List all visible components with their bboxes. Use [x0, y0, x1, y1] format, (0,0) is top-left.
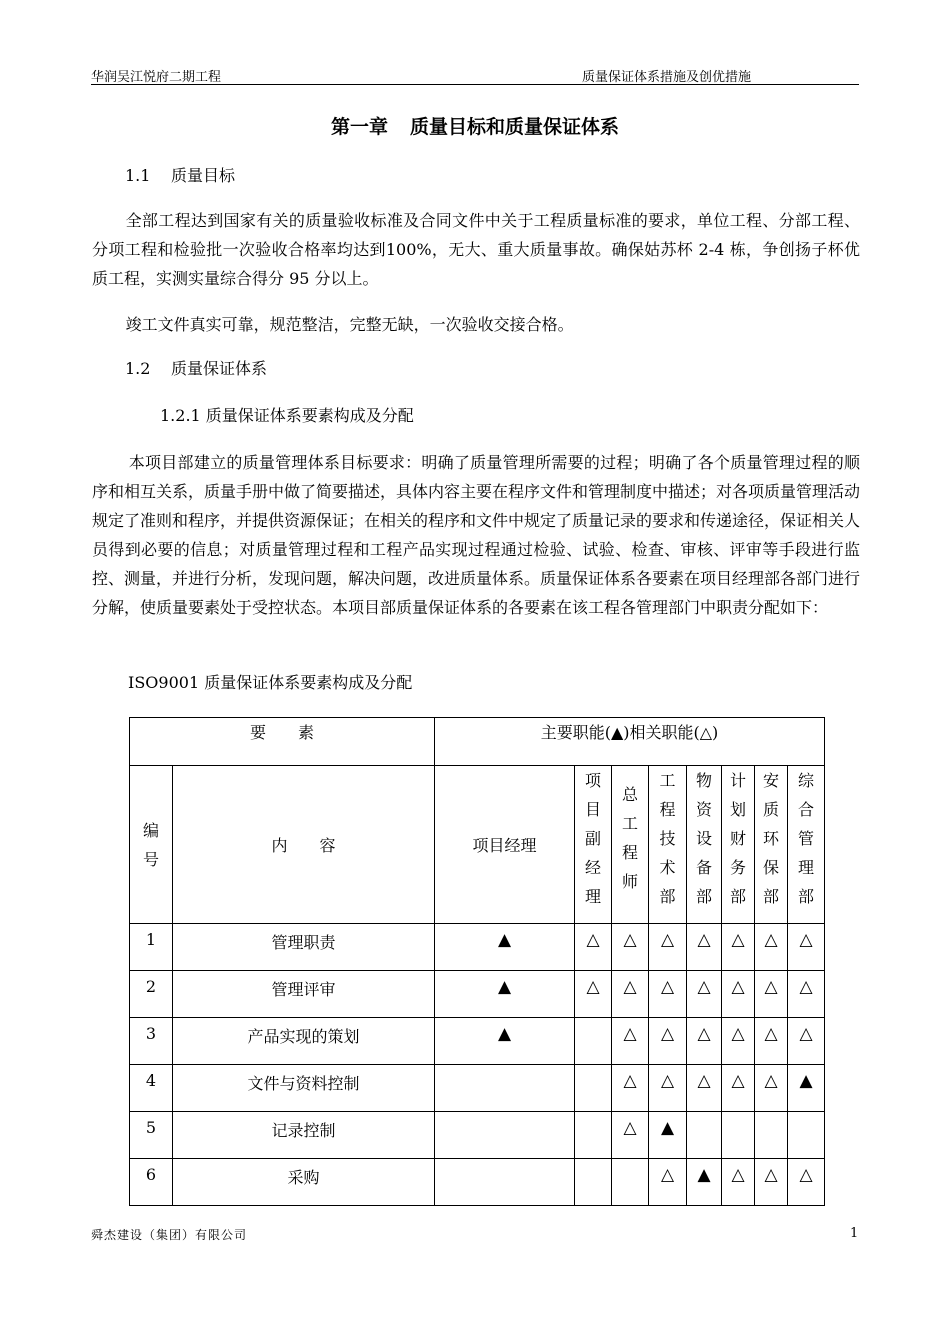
primary-responsibility-mark: ▲: [435, 971, 575, 1018]
related-responsibility-mark: △: [755, 1159, 788, 1206]
chapter-title: [0, 112, 950, 139]
col-role-materials-dept: [687, 766, 722, 924]
empty-cell: [722, 1112, 755, 1159]
row-content: 记录控制: [173, 1112, 435, 1159]
empty-cell: [575, 1065, 612, 1112]
related-responsibility-mark: △: [649, 971, 687, 1018]
col-role-chief-engineer: [612, 766, 649, 924]
primary-responsibility-mark: ▲: [788, 1065, 825, 1112]
row-number: 5: [130, 1112, 173, 1159]
related-responsibility-mark: △: [612, 924, 649, 971]
primary-responsibility-mark: ▲: [649, 1112, 687, 1159]
empty-cell: [435, 1159, 575, 1206]
related-responsibility-mark: △: [649, 1065, 687, 1112]
footer-page-number: 1: [850, 1226, 859, 1241]
table-row: [130, 924, 825, 971]
col-content-header: 内 容: [173, 766, 435, 924]
paragraph-quality-goal: 全部工程达到国家有关的质量验收标准及合同文件中关于工程质量标准的要求，单位工程、分部工程、分项工程和检验批一次验收合格率均达到100%，无大、重大质量事故。确保姑苏杯 2-4 栋，争创扬子杯优质工程，实测实量综合得分 95 分以上。: [92, 211, 860, 288]
paragraph-quality-system: 本项目部建立的质量管理体系目标要求：明确了质量管理所需要的过程；明确了各个质量管理过程的顺序和相互关系，质量手册中做了简要描述，具体内容主要在程序文件和管理制度中描述；对各项质量管理活动规定了准则和程序，并提供资源保证；在相关的程序和文件中规定了质量记录的要求和传递途径，保证相关人员得到必要的信息；对质量管理过程和工程产品实现过程通过检验、试验、检查、审核、评审等手段进行监控、测量，并进行分析，发现问题，解决问题，改进质量体系。质量保证体系各要素在项目经理部各部门进行分解，使质量要素处于受控状态。本项目部质量保证体系的各要素在该工程各管理部门中职责分配如下：: [92, 453, 861, 617]
role-label: 综 合 管 理 部: [797, 771, 814, 906]
header-roles-cell: 主要职能(▲)相关职能(△): [435, 718, 825, 766]
related-responsibility-mark: △: [755, 1065, 788, 1112]
table-row: [130, 1018, 825, 1065]
table-row: [130, 971, 825, 1018]
primary-responsibility-mark: ▲: [435, 924, 575, 971]
related-responsibility-mark: △: [722, 1065, 755, 1112]
section-heading-1-2: [125, 356, 267, 379]
related-responsibility-mark: △: [687, 1018, 722, 1065]
related-responsibility-mark: △: [788, 924, 825, 971]
related-responsibility-mark: △: [649, 924, 687, 971]
table-row: [130, 1159, 825, 1206]
col-number-header: [130, 766, 173, 924]
related-responsibility-mark: △: [722, 971, 755, 1018]
related-responsibility-mark: △: [755, 924, 788, 971]
related-responsibility-mark: △: [612, 1112, 649, 1159]
row-number: 3: [130, 1018, 173, 1065]
role-label: 项 目 副 经 理: [584, 771, 601, 906]
empty-cell: [435, 1112, 575, 1159]
empty-cell: [612, 1159, 649, 1206]
row-number: 1: [130, 924, 173, 971]
related-responsibility-mark: △: [575, 971, 612, 1018]
responsibility-table: [129, 717, 825, 1206]
related-responsibility-mark: △: [687, 1065, 722, 1112]
row-content: 产品实现的策划: [173, 1018, 435, 1065]
related-responsibility-mark: △: [575, 924, 612, 971]
subsection-heading-1-2-1: 1.2.1 质量保证体系要素构成及分配: [160, 406, 414, 425]
related-responsibility-mark: △: [722, 1018, 755, 1065]
related-responsibility-mark: △: [687, 924, 722, 971]
row-content: 文件与资料控制: [173, 1065, 435, 1112]
row-number: 4: [130, 1065, 173, 1112]
row-content: 采购: [173, 1159, 435, 1206]
chapter-label: 第一章: [330, 116, 388, 138]
col-role-deputy-manager: [575, 766, 612, 924]
table-subheader-row: [130, 766, 825, 924]
chapter-heading: 质量目标和质量保证体系: [410, 116, 620, 138]
related-responsibility-mark: △: [612, 971, 649, 1018]
empty-cell: [575, 1112, 612, 1159]
role-label: 计 划 财 务 部: [729, 771, 746, 906]
primary-responsibility-mark: ▲: [435, 1018, 575, 1065]
section-number: 1.2: [125, 359, 151, 378]
role-label: 工 程 技 术 部: [659, 771, 676, 906]
empty-cell: [435, 1065, 575, 1112]
primary-responsibility-mark: ▲: [687, 1159, 722, 1206]
page-header: [91, 64, 859, 85]
related-responsibility-mark: △: [722, 1159, 755, 1206]
empty-cell: [755, 1112, 788, 1159]
section-number: 1.1: [125, 166, 151, 185]
section-title: 质量目标: [171, 166, 236, 185]
empty-cell: [575, 1018, 612, 1065]
related-responsibility-mark: △: [649, 1159, 687, 1206]
table-row: [130, 1065, 825, 1112]
related-responsibility-mark: △: [788, 1159, 825, 1206]
empty-cell: [788, 1112, 825, 1159]
related-responsibility-mark: △: [788, 1018, 825, 1065]
header-section-name: 质量保证体系措施及创优措施: [581, 70, 751, 85]
col-role-project-manager: 项目经理: [435, 766, 575, 924]
col-number-label: 编 号: [142, 820, 159, 869]
role-label: 物 资 设 备 部: [695, 771, 712, 906]
related-responsibility-mark: △: [612, 1065, 649, 1112]
table-caption: ISO9001 质量保证体系要素构成及分配: [128, 673, 413, 692]
row-content: 管理职责: [173, 924, 435, 971]
footer-company: 舜杰建设（集团）有限公司: [91, 1228, 248, 1242]
section-heading-1-1: [125, 163, 235, 186]
row-content: 管理评审: [173, 971, 435, 1018]
row-number: 6: [130, 1159, 173, 1206]
related-responsibility-mark: △: [687, 971, 722, 1018]
related-responsibility-mark: △: [755, 1018, 788, 1065]
related-responsibility-mark: △: [788, 971, 825, 1018]
related-responsibility-mark: △: [755, 971, 788, 1018]
paragraph-completion-docs: 竣工文件真实可靠，规范整洁，完整无缺，一次验收交接合格。: [125, 315, 574, 334]
header-elements-cell: 要 素: [130, 718, 435, 766]
related-responsibility-mark: △: [612, 1018, 649, 1065]
row-number: 2: [130, 971, 173, 1018]
header-project-name: 华润吴江悦府二期工程: [91, 70, 222, 85]
role-label: 总 工 程 师: [621, 785, 638, 891]
section-title: 质量保证体系: [171, 359, 268, 378]
col-role-finance-dept: [722, 766, 755, 924]
role-label: 安 质 环 保 部: [762, 771, 779, 906]
col-role-general-dept: [788, 766, 825, 924]
col-role-engineering-dept: [649, 766, 687, 924]
empty-cell: [687, 1112, 722, 1159]
table-header-row: [130, 718, 825, 766]
table-row: [130, 1112, 825, 1159]
related-responsibility-mark: △: [649, 1018, 687, 1065]
empty-cell: [575, 1159, 612, 1206]
related-responsibility-mark: △: [722, 924, 755, 971]
col-role-safety-dept: [755, 766, 788, 924]
